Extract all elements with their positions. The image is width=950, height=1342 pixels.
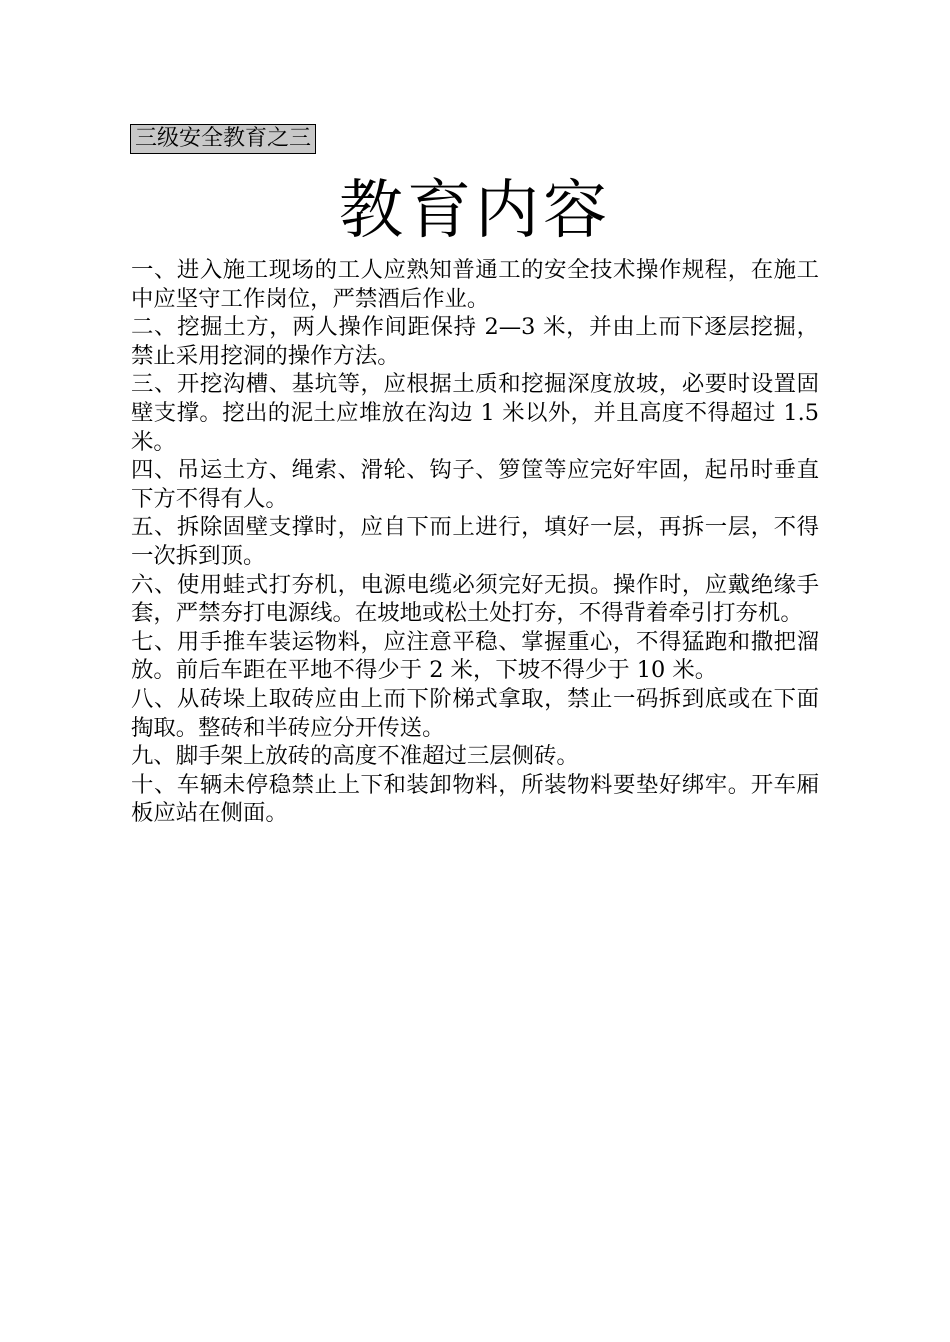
content-item-4: 四、吊运土方、绳索、滑轮、钩子、箩筐等应完好牢固，起吊时垂直下方不得有人。	[131, 457, 819, 512]
content-item-10: 十、车辆未停稳禁止上下和装卸物料，所装物料要垫好绑牢。开车厢板应站在侧面。	[131, 771, 819, 827]
content-list	[131, 256, 819, 828]
content-item-9: 九、脚手架上放砖的高度不准超过三层侧砖。	[131, 743, 579, 770]
content-item-8: 八、从砖垛上取砖应由上而下阶梯式拿取，禁止一码拆到底或在下面掏取。整砖和半砖应分开传送。	[131, 685, 819, 741]
content-item-3: 三、开挖沟槽、基坑等，应根据土质和挖掘深度放坡，必要时设置固壁支撑。挖出的泥土应堆放在沟边 1 米以外，并且高度不得超过 1.5 米。	[131, 371, 819, 455]
document-title: 教育内容	[339, 174, 611, 248]
section-label-box: 三级安全教育之三	[130, 124, 316, 154]
content-item-7: 七、用手推车装运物料，应注意平稳、掌握重心，不得猛跑和撒把溜放。前后车距在平地不得少于 2 米，下坡不得少于 10 米。	[131, 628, 819, 684]
content-item-6: 六、使用蛙式打夯机，电源电缆必须完好无损。操作时，应戴绝缘手套，严禁夯打电源线。在坡地或松土处打夯，不得背着牵引打夯机。	[131, 571, 819, 627]
content-item-5: 五、拆除固壁支撑时，应自下而上进行，填好一层，再拆一层，不得一次拆到顶。	[131, 514, 819, 569]
content-item-2: 二、挖掘土方，两人操作间距保持 2—3 米，并由上而下逐层挖掘，禁止采用挖洞的操作方法。	[131, 314, 819, 369]
content-item-1: 一、进入施工现场的工人应熟知普通工的安全技术操作规程，在施工中应坚守工作岗位，严禁酒后作业。	[131, 257, 819, 312]
